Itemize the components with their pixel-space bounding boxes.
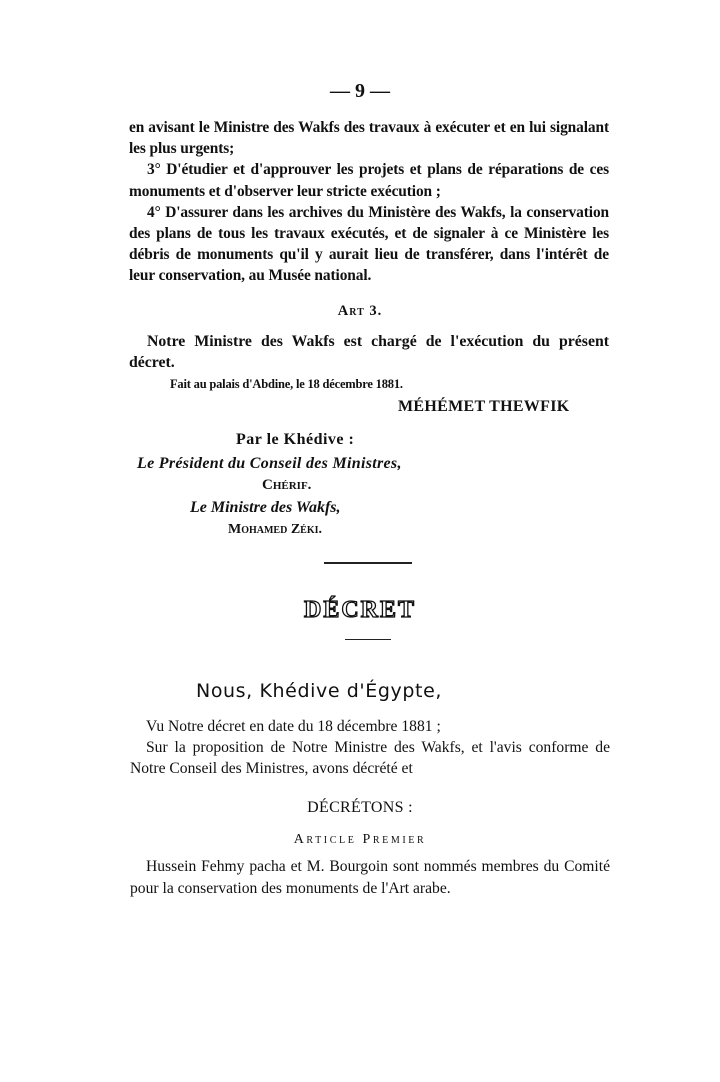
sur-paragraph: Sur la proposition de Notre Ministre des Wakfs, et l'avis conforme de Notre Conseil des Ministres, avons décrété et bbox=[130, 738, 610, 777]
preamble-text bbox=[130, 717, 610, 779]
president-title: Le Président du Conseil des Ministres, bbox=[137, 455, 402, 472]
article-premier-text bbox=[130, 856, 610, 899]
section-divider bbox=[324, 562, 412, 564]
article-3-text bbox=[129, 331, 609, 373]
ministre-wakfs-title: Le Ministre des Wakfs, bbox=[190, 499, 341, 516]
vu-paragraph: Vu Notre décret en date du 18 décembre 1881 ; bbox=[146, 718, 441, 735]
par-le-khedive: Par le Khédive : bbox=[236, 431, 355, 448]
article-3-heading: Art 3. bbox=[337, 303, 383, 319]
article-3-body: Notre Ministre des Wakfs est chargé de l'exécution du présent décret. bbox=[129, 333, 609, 371]
nous-khedive: Nous, Khédive d'Égypte, bbox=[196, 680, 442, 702]
paragraph-continuation: en avisant le Ministre des Wakfs des travaux à exécuter et en lui signalant les plus urgents; bbox=[129, 119, 609, 158]
paragraph-item-3: 3° D'étudier et d'approuver les projets et plans de réparations de ces monuments et d'observer leur stricte exécution ; bbox=[129, 161, 609, 200]
signature-mohamed-zeki: Mohamed Zéki. bbox=[228, 522, 322, 537]
decret-title: DÉCRET bbox=[303, 597, 417, 623]
page-number: — 9 — bbox=[330, 80, 390, 102]
signature-khedive: MÉHÉMET THEWFIK bbox=[398, 398, 570, 415]
paragraph-item-4: 4° D'assurer dans les archives du Ministère des Wakfs, la conservation des plans de tous les travaux exécutés, et de signaler à ce Ministère les débris de monuments qu'il y aurait lieu de transférer, dans l'intérêt de leur conservation, au Musée national. bbox=[129, 203, 609, 285]
article-premier-body: Hussein Fehmy pacha et M. Bourgoin sont nommés membres du Comité pour la conservation des monuments de l'Art arabe. bbox=[130, 858, 610, 897]
signature-cherif: Chérif. bbox=[262, 477, 312, 493]
dated-at: Fait au palais d'Abdine, le 18 décembre 1881. bbox=[170, 377, 403, 391]
top-body-text bbox=[129, 117, 609, 287]
article-premier-heading: Article Premier bbox=[293, 832, 427, 847]
title-underline bbox=[345, 639, 391, 640]
decretons-heading: DÉCRÉTONS : bbox=[307, 799, 413, 816]
